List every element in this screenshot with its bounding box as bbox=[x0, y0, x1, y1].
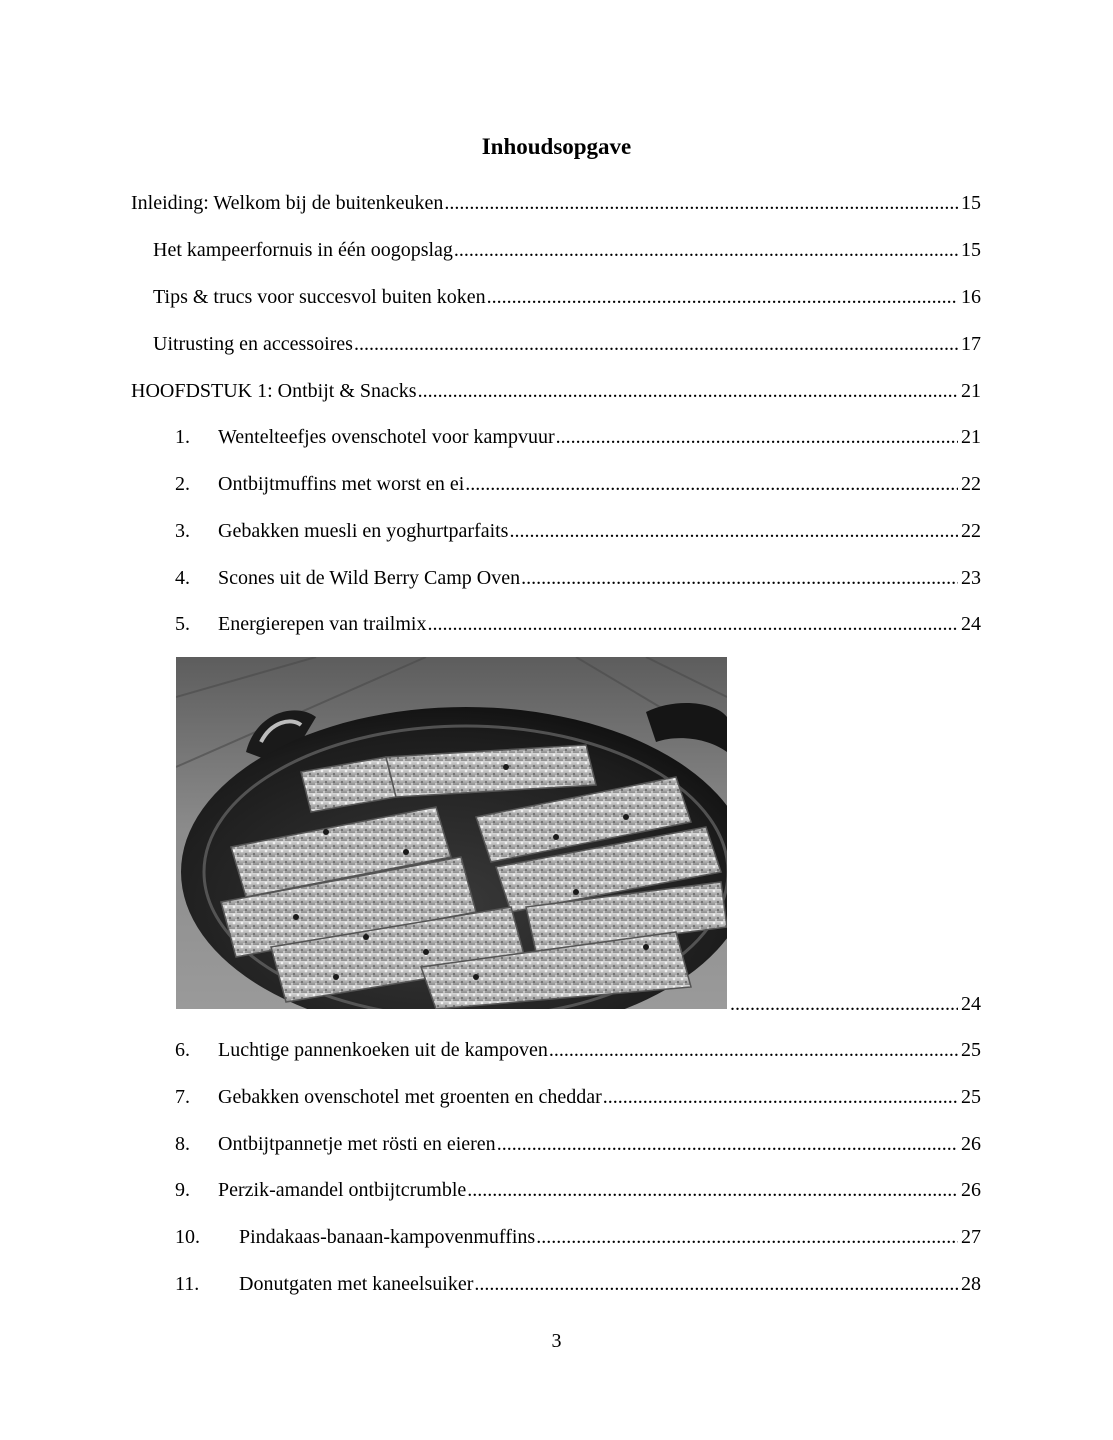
toc-entry-number: 5. bbox=[175, 613, 190, 635]
toc-entry-number: 8. bbox=[175, 1133, 190, 1155]
toc-entry-camping-stove[interactable] bbox=[153, 237, 981, 263]
toc-entry-page: 22 bbox=[961, 520, 981, 542]
toc-leader-dots bbox=[536, 1224, 958, 1250]
toc-entry-page: 17 bbox=[961, 333, 981, 355]
energy-bars-skillet-photo bbox=[176, 657, 727, 1009]
toc-entry-recipe-8[interactable] bbox=[175, 1131, 981, 1157]
toc-leader-dots bbox=[467, 1177, 958, 1203]
toc-entry-text: Ontbijtmuffins met worst en ei bbox=[218, 473, 465, 495]
toc-leader-dots bbox=[427, 611, 958, 637]
toc-leader-dots bbox=[730, 991, 958, 1017]
toc-entry-text: Perzik-amandel ontbijtcrumble bbox=[218, 1179, 467, 1201]
toc-entry-text: Gebakken ovenschotel met groenten en cheddar bbox=[218, 1086, 602, 1108]
toc-entry-chapter-1[interactable] bbox=[131, 378, 981, 404]
toc-entry-text: Ontbijtpannetje met rösti en eieren bbox=[218, 1133, 496, 1155]
toc-entry-text: Donutgaten met kaneelsuiker bbox=[239, 1273, 474, 1295]
toc-leader-dots bbox=[454, 237, 958, 263]
toc-entry-number: 10. bbox=[175, 1226, 200, 1248]
toc-entry-page: 16 bbox=[961, 286, 981, 308]
toc-entry-number: 6. bbox=[175, 1039, 190, 1061]
toc-entry-text: Scones uit de Wild Berry Camp Oven bbox=[218, 567, 521, 589]
toc-entry-recipe-10[interactable] bbox=[175, 1224, 981, 1250]
toc-leader-dots bbox=[354, 331, 958, 357]
toc-entry-text: Wentelteefjes ovenschotel voor kampvuur bbox=[218, 426, 555, 448]
toc-leader-dots bbox=[556, 424, 958, 450]
toc-leader-dots bbox=[444, 190, 958, 216]
toc-entry-text: Inleiding: Welkom bij de buitenkeuken bbox=[131, 192, 444, 214]
toc-entry-tips-tricks[interactable] bbox=[153, 284, 981, 310]
toc-title: Inhoudsopgave bbox=[481, 134, 632, 159]
toc-entry-page: 23 bbox=[961, 567, 981, 589]
toc-entry-recipe-2[interactable] bbox=[175, 471, 981, 497]
toc-entry-number: 4. bbox=[175, 567, 190, 589]
toc-entry-text: Energierepen van trailmix bbox=[218, 613, 427, 635]
toc-entry-text: Gebakken muesli en yoghurtparfaits bbox=[218, 520, 509, 542]
toc-entry-page: 15 bbox=[961, 192, 981, 214]
page-number: 3 bbox=[551, 1330, 562, 1352]
toc-entry-recipe-7[interactable] bbox=[175, 1084, 981, 1110]
toc-entry-page: 21 bbox=[961, 426, 981, 448]
toc-entry-page: 26 bbox=[961, 1133, 981, 1155]
toc-leader-dots bbox=[549, 1037, 958, 1063]
toc-entry-text: Tips & trucs voor succesvol buiten koken bbox=[153, 286, 486, 308]
toc-entry-number: 9. bbox=[175, 1179, 190, 1201]
toc-entry-page: 22 bbox=[961, 473, 981, 495]
toc-entry-number: 11. bbox=[175, 1273, 200, 1295]
toc-entry-page: 21 bbox=[961, 380, 981, 402]
toc-entry-recipe-1[interactable] bbox=[175, 424, 981, 450]
toc-entry-recipe-4[interactable] bbox=[175, 565, 981, 591]
toc-entry-recipe-9[interactable] bbox=[175, 1177, 981, 1203]
toc-entry-page: 24 bbox=[961, 993, 981, 1015]
toc-entry-page: 28 bbox=[961, 1273, 981, 1295]
toc-leader-dots bbox=[474, 1271, 958, 1297]
toc-entry-recipe-6[interactable] bbox=[175, 1037, 981, 1063]
toc-leader-dots bbox=[487, 284, 958, 310]
toc-entry-page: 15 bbox=[961, 239, 981, 261]
toc-entry-text: Pindakaas-banaan-kampovenmuffins bbox=[239, 1226, 536, 1248]
toc-entry-number: 1. bbox=[175, 426, 190, 448]
toc-entry-equipment[interactable] bbox=[153, 331, 981, 357]
toc-entry-text: Uitrusting en accessoires bbox=[153, 333, 353, 355]
toc-entry-number: 7. bbox=[175, 1086, 190, 1108]
toc-entry-introduction[interactable] bbox=[131, 190, 981, 216]
toc-entry-recipe-5[interactable] bbox=[175, 611, 981, 637]
toc-leader-dots bbox=[521, 565, 958, 591]
toc-leader-dots bbox=[509, 518, 958, 544]
toc-entry-number: 2. bbox=[175, 473, 190, 495]
toc-entry-text: Luchtige pannenkoeken uit de kampoven bbox=[218, 1039, 548, 1061]
toc-entry-photo-line[interactable] bbox=[730, 991, 981, 1017]
toc-entry-recipe-3[interactable] bbox=[175, 518, 981, 544]
toc-entry-number: 3. bbox=[175, 520, 190, 542]
toc-leader-dots bbox=[465, 471, 958, 497]
toc-entry-text: Het kampeerfornuis in één oogopslag bbox=[153, 239, 453, 261]
toc-entry-text: HOOFDSTUK 1: Ontbijt & Snacks bbox=[131, 380, 417, 402]
toc-leader-dots bbox=[418, 378, 958, 404]
toc-entry-page: 27 bbox=[961, 1226, 981, 1248]
toc-entry-page: 25 bbox=[961, 1039, 981, 1061]
toc-entry-page: 25 bbox=[961, 1086, 981, 1108]
toc-leader-dots bbox=[603, 1084, 958, 1110]
toc-entry-page: 24 bbox=[961, 613, 981, 635]
toc-leader-dots bbox=[497, 1131, 958, 1157]
toc-entry-page: 26 bbox=[961, 1179, 981, 1201]
toc-entry-recipe-11[interactable] bbox=[175, 1271, 981, 1297]
